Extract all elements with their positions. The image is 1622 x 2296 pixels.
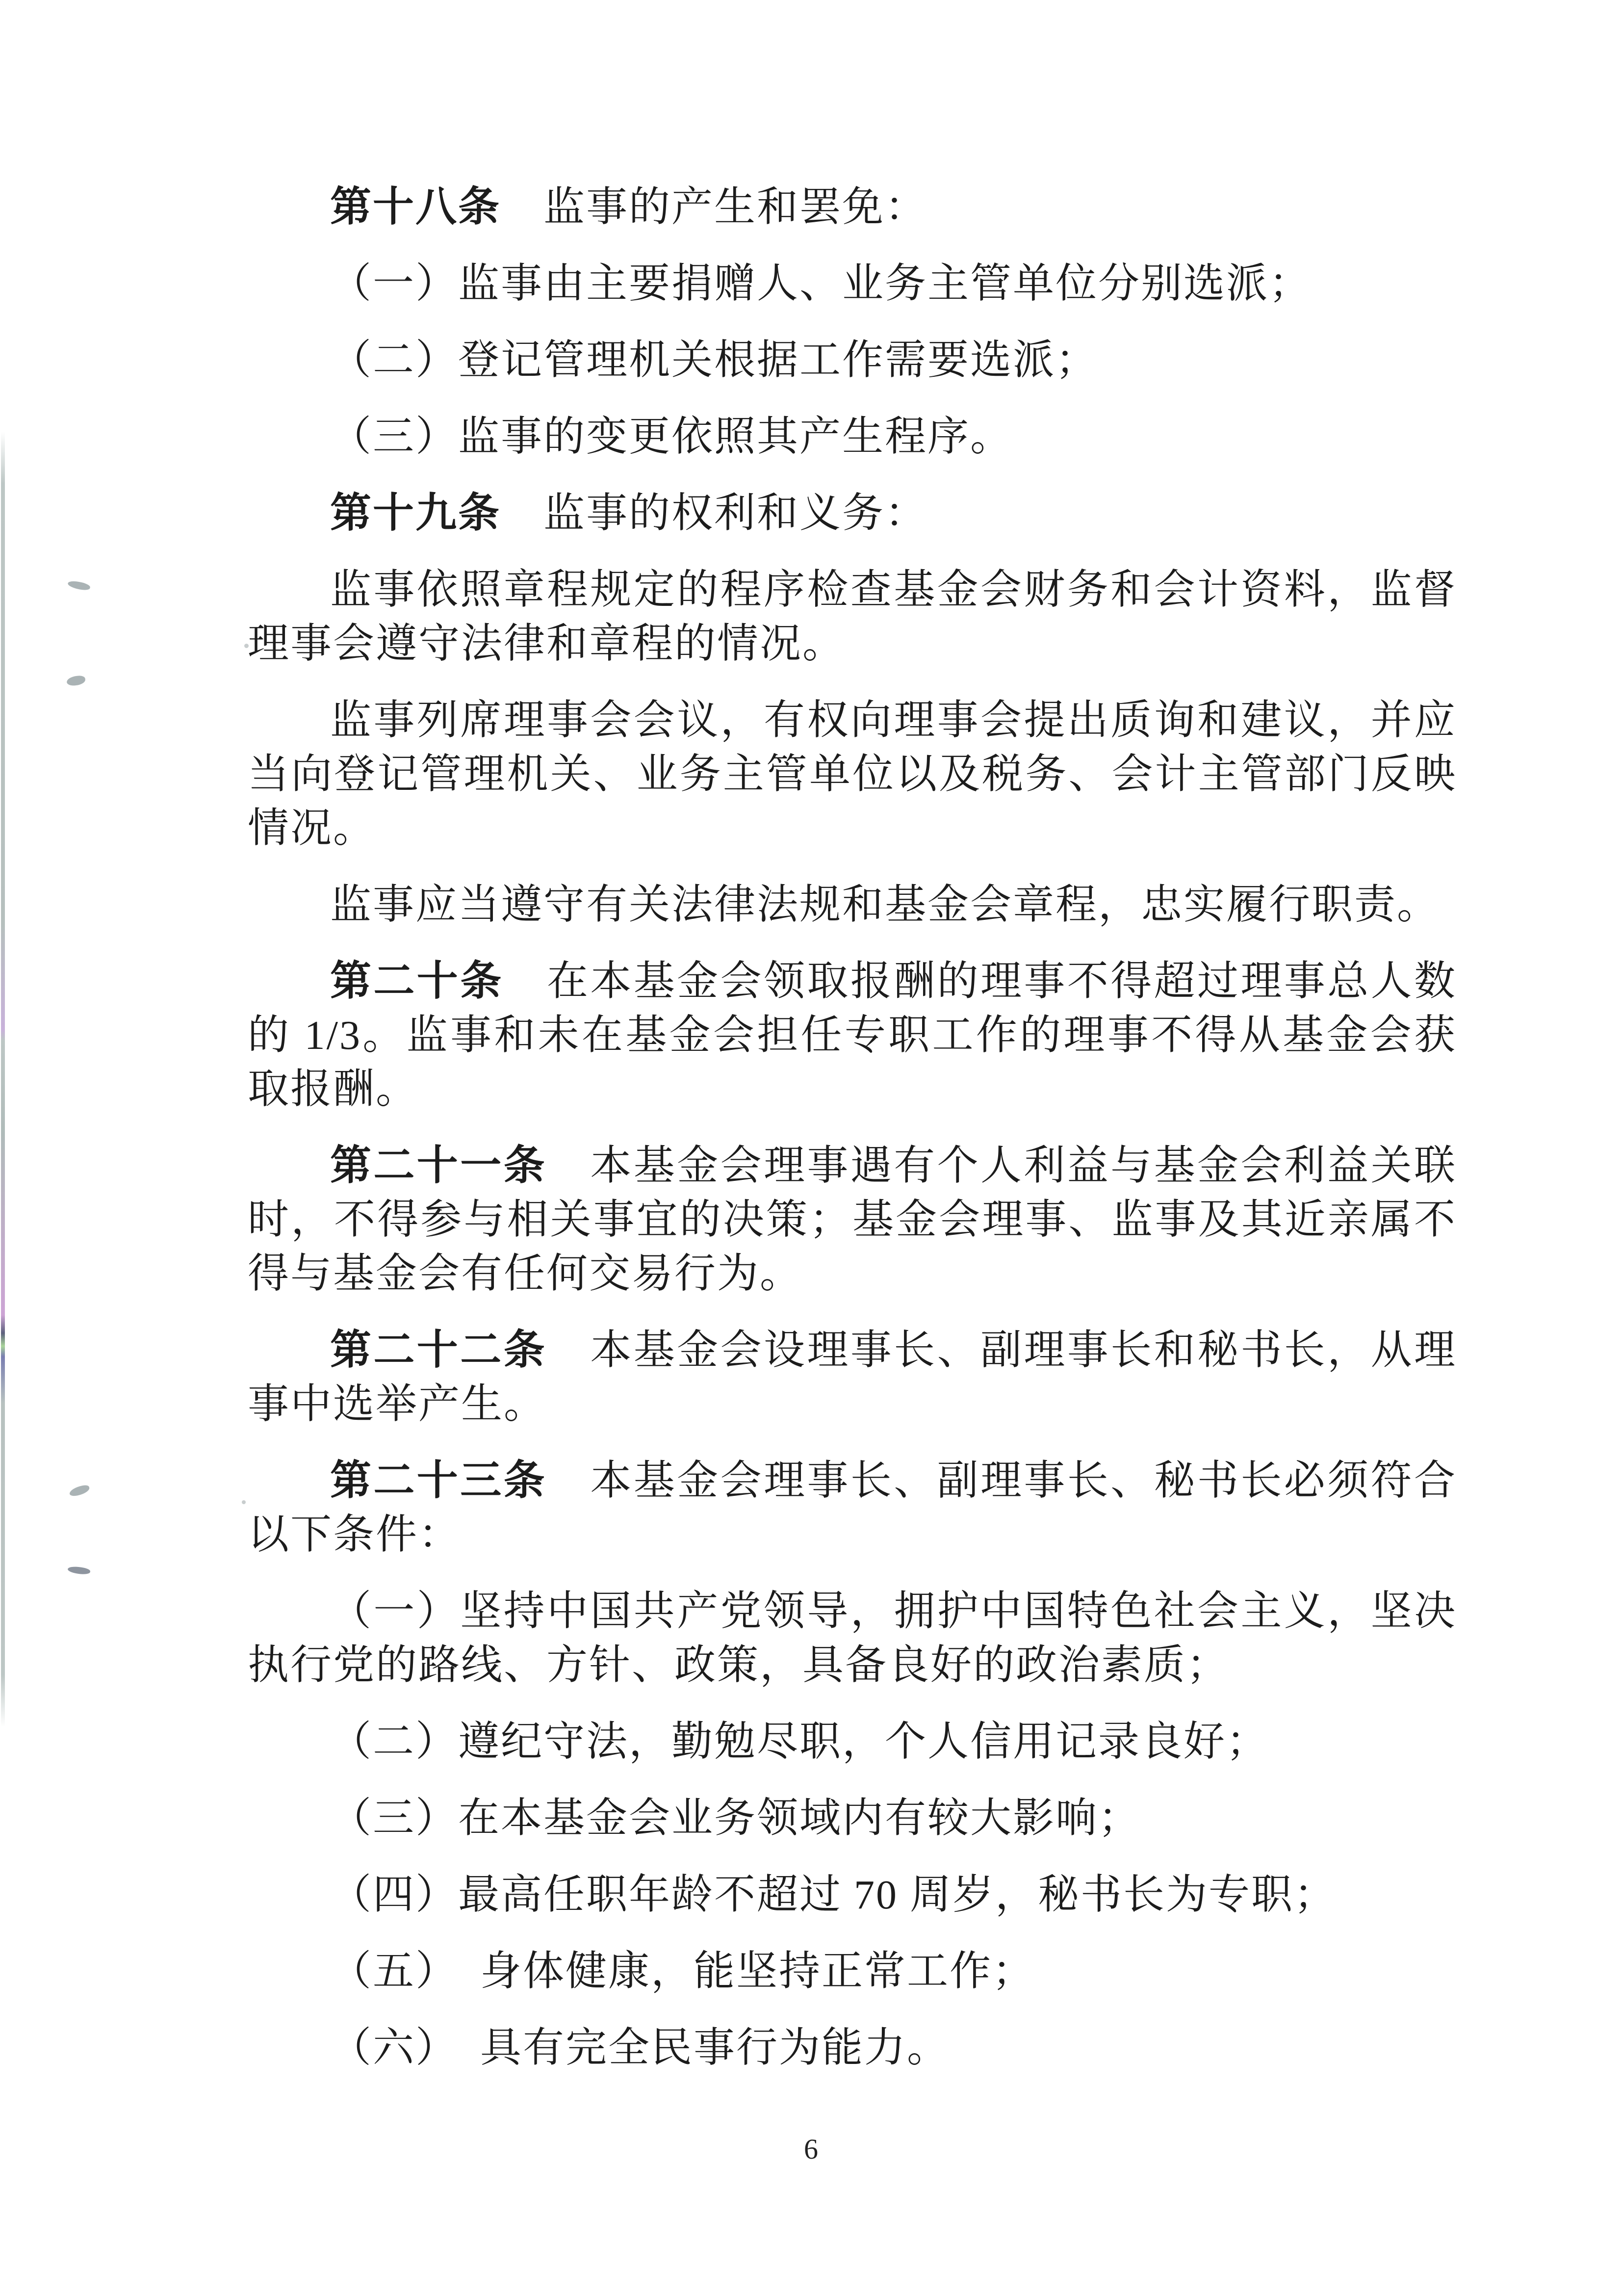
body-paragraph: 监事列席理事会会议，有权向理事会提出质询和建议，并应当向登记管理机关、业务主管单位以及税务、会计主管部门反映情况。	[248, 698, 1457, 851]
article-number: 第二十三条	[330, 1458, 547, 1504]
margin-smudge-artifact	[66, 675, 86, 686]
scanner-edge-artifact	[1, 432, 5, 1727]
article-number: 第二十二条	[330, 1328, 547, 1373]
article-paragraph: 第二十三条 本基金会理事长、副理事长、秘书长必须符合以下条件：	[248, 1458, 1457, 1558]
article-paragraph: 第二十一条 本基金会理事遇有个人利益与基金会利益关联时，不得参与相关事宜的决策；基金会理事、监事及其近亲属不得与基金会有任何交易行为。	[248, 1143, 1457, 1297]
numbered-item-paragraph: （一）监事由主要捐赠人、业务主管单位分别选派；	[330, 261, 1312, 307]
article-paragraph: 第二十二条 本基金会设理事长、副理事长和秘书长，从理事中选举产生。	[248, 1328, 1457, 1427]
margin-smudge-artifact	[67, 1565, 91, 1575]
numbered-item-paragraph: （四）最高任职年龄不超过 70 周岁，秘书长为专职；	[330, 1872, 1337, 1918]
article-paragraph: 第十九条 监事的权利和义务：	[330, 491, 928, 536]
dust-speck-artifact	[242, 1500, 246, 1504]
document-body	[248, 181, 1457, 2098]
numbered-item-paragraph: （三）监事的变更依照其产生程序。	[330, 414, 1013, 460]
numbered-item-paragraph: （二）遵纪守法，勤勉尽职，个人信用记录良好；	[330, 1719, 1269, 1765]
numbered-item-paragraph: （二）登记管理机关根据工作需要选派；	[330, 338, 1099, 383]
article-number: 第十九条	[330, 491, 501, 536]
article-number: 第二十一条	[330, 1143, 547, 1189]
margin-smudge-artifact	[67, 579, 91, 592]
numbered-item-paragraph: （五） 身体健康，能坚持正常工作；	[330, 1949, 1035, 1994]
body-paragraph: 监事应当遵守有关法律法规和基金会章程，忠实履行职责。	[330, 882, 1440, 928]
numbered-item-paragraph: （六） 具有完全民事行为能力。	[330, 2025, 950, 2071]
numbered-item-paragraph: （一）坚持中国共产党领导，拥护中国特色社会主义，坚决执行党的路线、方针、政策，具备良好的政治素质；	[248, 1589, 1457, 1688]
article-paragraph: 第二十条 在本基金会领取报酬的理事不得超过理事总人数的 1/3。监事和未在基金会担任专职工作的理事不得从基金会获取报酬。	[248, 959, 1457, 1112]
body-paragraph: 监事依照章程规定的程序检查基金会财务和会计资料，监督理事会遵守法律和章程的情况。	[248, 567, 1457, 667]
margin-smudge-artifact	[68, 1484, 90, 1498]
numbered-item-paragraph: （三）在本基金会业务领域内有较大影响；	[330, 1796, 1141, 1841]
article-number: 第二十条	[330, 959, 504, 1004]
article-paragraph: 第十八条 监事的产生和罢免：	[330, 184, 928, 230]
article-number: 第十八条	[330, 184, 501, 230]
page-number: 6	[804, 2133, 818, 2165]
